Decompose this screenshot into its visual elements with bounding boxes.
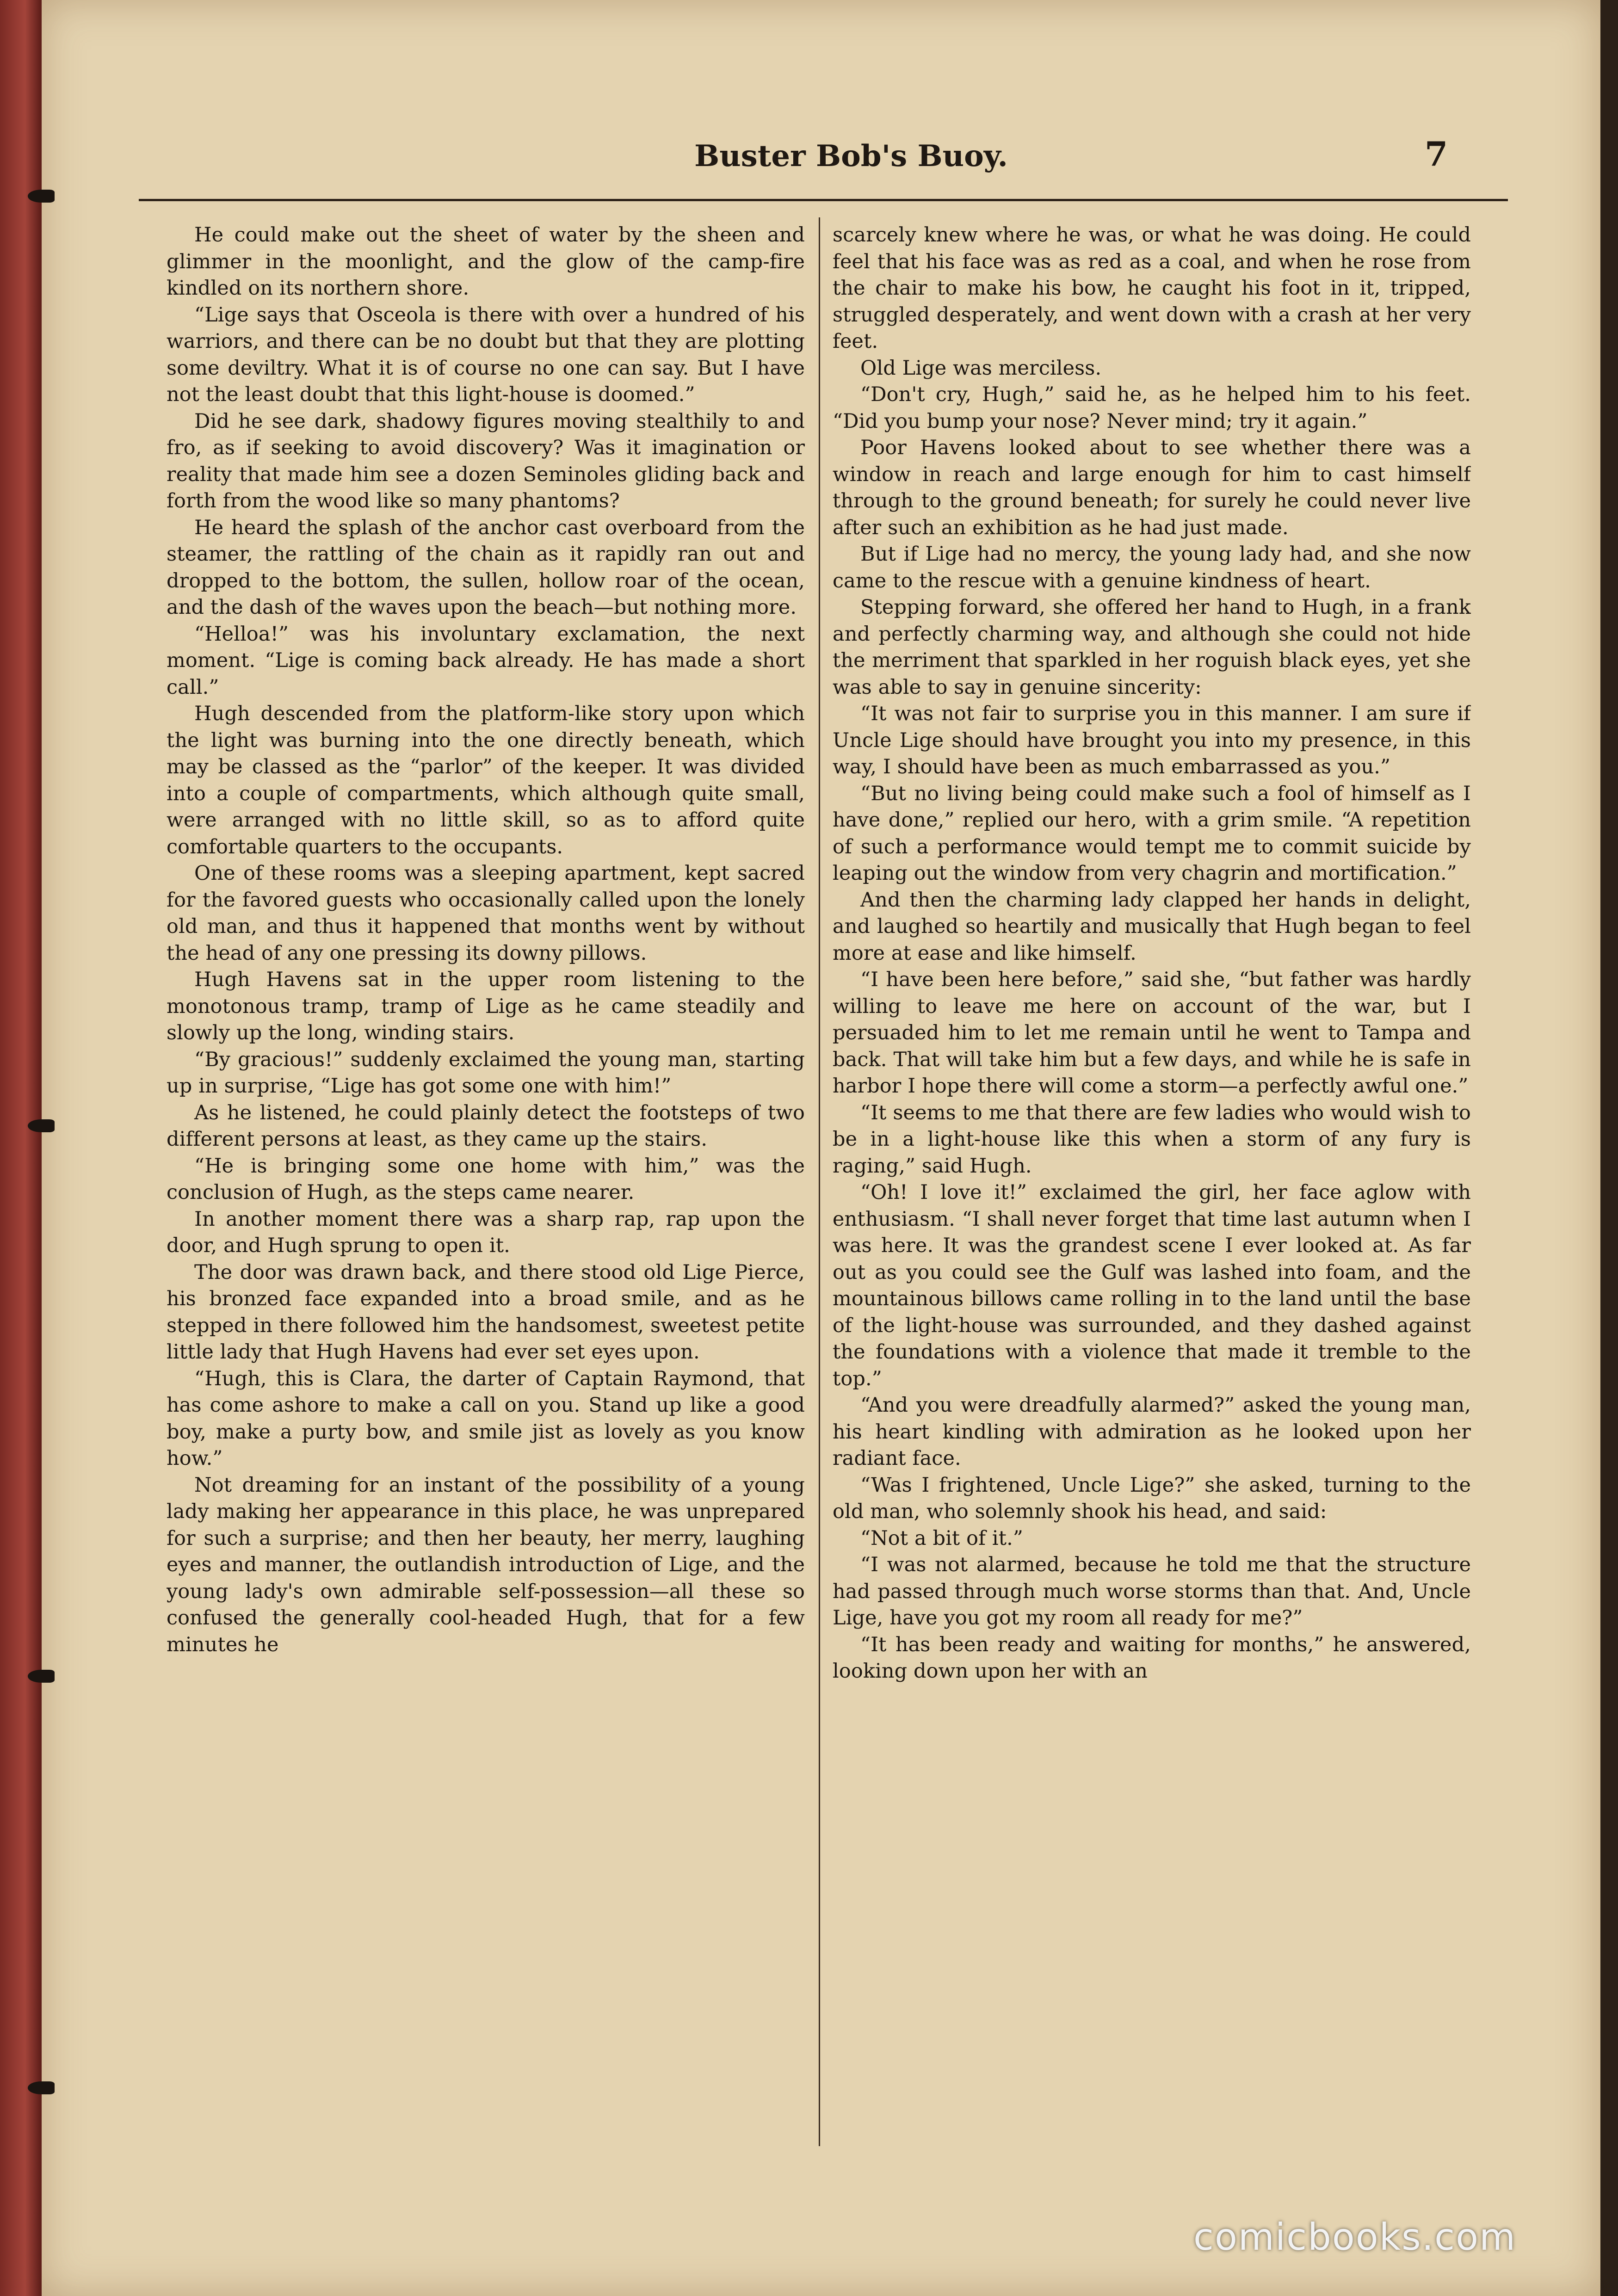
paragraph: “I was not alarmed, because he told me that the structure had passed through much worse storms than that. And, Uncle Lige, have you got my room all ready for me?” [833,1553,1471,1629]
paragraph: As he listened, he could plainly detect the footsteps of two different persons at least, as they came up the stairs. [167,1101,805,1151]
paragraph: “He is bringing some one home with him,” was the conclusion of Hugh, as the steps came nearer. [167,1154,805,1204]
paragraph: “It seems to me that there are few ladies who would wish to be in a light-house like this when a storm of any fury is raging,” said Hugh. [833,1101,1471,1178]
paragraph: And then the charming lady clapped her hands in delight, and laughed so heartily and musically that Hugh began to feel more at ease and like himself. [833,888,1471,965]
paragraph: Hugh descended from the platform-like story upon which the light was burning into the one directly beneath, which may be classed as the “parlor” of the keeper. It was divided into a couple of compartments, which although quite small, were arranged with no little skill, so as to afford quite comfortable quarters to the occupants. [167,702,805,858]
paragraph: “Oh! I love it!” exclaimed the girl, her face aglow with enthusiasm. “I shall never forget that time last autumn when I was here. It was the grandest scene I ever looked at. As far out as you could see the Gulf was lashed into foam, and the mountainous billows came rolling in to the land until the base of the light-house was surrounded, and they dashed against the foundations with a violence that made it tremble to the top.” [833,1181,1471,1390]
paragraph: He could make out the sheet of water by the sheen and glimmer in the moonlight, and the glow of the camp-fire kindled on its northern shore. [167,223,805,300]
binding-stitch-icon [28,2081,55,2094]
paragraph: One of these rooms was a sleeping apartment, kept sacred for the favored guests who occasionally called upon the lonely old man, and thus it happened that months went by without the head of any one pressing its downy pillows. [167,862,805,965]
paragraph: Not dreaming for an instant of the possibility of a young lady making her appearance in this place, he was unprepared for such a surprise; and then her beauty, her merry, laughing eyes and manner, the outlandish introduction of Lige, and the young lady's own admirable self-possession—all these so confused the generally cool-headed Hugh, that for a few minutes he [167,1473,805,1656]
binding-stitch-icon [28,1670,55,1683]
paragraph: “And you were dreadfully alarmed?” asked the young man, his heart kindling with admiration as he looked upon her radiant face. [833,1394,1471,1470]
paragraph: “It was not fair to surprise you in this manner. I am sure if Uncle Lige should have brought you into my presence, in this way, I should have been as much embarrassed as you.” [833,702,1471,778]
binding-stitch-icon [28,190,55,203]
watermark: comicbooks.com [1193,2216,1517,2259]
paragraph: “Hugh, this is Clara, the darter of Captain Raymond, that has come ashore to make a call on you. Stand up like a good boy, make a purty bow, and smile jist as lovely as you know how.” [167,1367,805,1470]
binding-stitch-icon [28,1119,55,1132]
paragraph: The door was drawn back, and there stood old Lige Pierce, his bronzed face expanded into a broad smile, and as he stepped in there followed him the handsomest, sweetest petite little lady that Hugh Havens had ever set eyes upon. [167,1260,805,1364]
paragraph: “Lige says that Osceola is there with over a hundred of his warriors, and there can be no doubt but that they are plotting some deviltry. What it is of course no one can say. But I have not the least doubt that this light-house is doomed.” [167,303,805,406]
page-number: 7 [1425,134,1448,173]
paragraph-continuation: scarcely knew where he was, or what he was doing. He could feel that his face was as red as a coal, and when he rose from the chair to make his bow, he caught his foot in it, tripped, struggled desperately, and went down with a crash at her very feet. [833,223,1471,353]
paragraph: In another moment there was a sharp rap, rap upon the door, and Hugh sprung to open it. [167,1207,805,1257]
paragraph: Old Lige was merciless. [860,356,1102,380]
right-column [833,222,1471,2155]
paragraph: Stepping forward, she offered her hand to Hugh, in a frank and perfectly charming way, and although she could not hide the merriment that sparkled in her roguish black eyes, yet she was able to say in genuine sincerity: [833,596,1471,699]
paragraph: Hugh Havens sat in the upper room listening to the monotonous tramp, tramp of Lige as he came steadily and slowly up the long, winding stairs. [167,968,805,1044]
column-divider [819,217,820,2146]
paragraph: “Helloa!” was his involuntary exclamation, the next moment. “Lige is coming back already. He has made a short call.” [167,622,805,699]
header-rule [139,199,1508,201]
left-column [167,222,805,2155]
book-spine [0,0,42,2296]
paragraph: He heard the splash of the anchor cast overboard from the steamer, the rattling of the chain as it rapidly ran out and dropped to the bottom, the sullen, hollow roar of the ocean, and the dash of the waves upon the beach—but nothing more. [167,516,805,619]
paragraph: “It has been ready and waiting for months,” he answered, looking down upon her with an [833,1633,1471,1683]
paragraph: “By gracious!” suddenly exclaimed the young man, starting up in surprise, “Lige has got some one with him!” [167,1048,805,1098]
paragraph: “I have been here before,” said she, “but father was hardly willing to leave me here on account of the war, but I persuaded him to let me remain until he went to Tampa and back. That will take him but a few days, and while he is safe in harbor I hope there will come a storm—a perfectly awful one.” [833,968,1471,1098]
paragraph: Poor Havens looked about to see whether there was a window in reach and large enough for him to cast himself through to the ground beneath; for surely he could never live after such an exhibition as he had just made. [833,436,1471,539]
paragraph: But if Lige had no mercy, the young lady had, and she now came to the rescue with a genuine kindness of heart. [833,543,1471,593]
paragraph: “Was I frightened, Uncle Lige?” she asked, turning to the old man, who solemnly shook his head, and said: [833,1473,1471,1523]
paragraph: Did he see dark, shadowy figures moving stealthily to and fro, as if seeking to avoid discovery? Was it imagination or reality that made him see a dozen Seminoles gliding back and forth from the wood like so many phantoms? [167,409,805,512]
paragraph: “Don't cry, Hugh,” said he, as he helped him to his feet. “Did you bump your nose? Never mind; try it again.” [833,383,1471,433]
running-title: Buster Bob's Buoy. [694,139,1008,173]
paragraph: “Not a bit of it.” [860,1526,1023,1550]
paragraph: “But no living being could make such a fool of himself as I have done,” replied our hero, with a grim smile. “A repetition of such a performance would tempt me to commit suicide by leaping out the window from very chagrin and mortification.” [833,782,1471,885]
